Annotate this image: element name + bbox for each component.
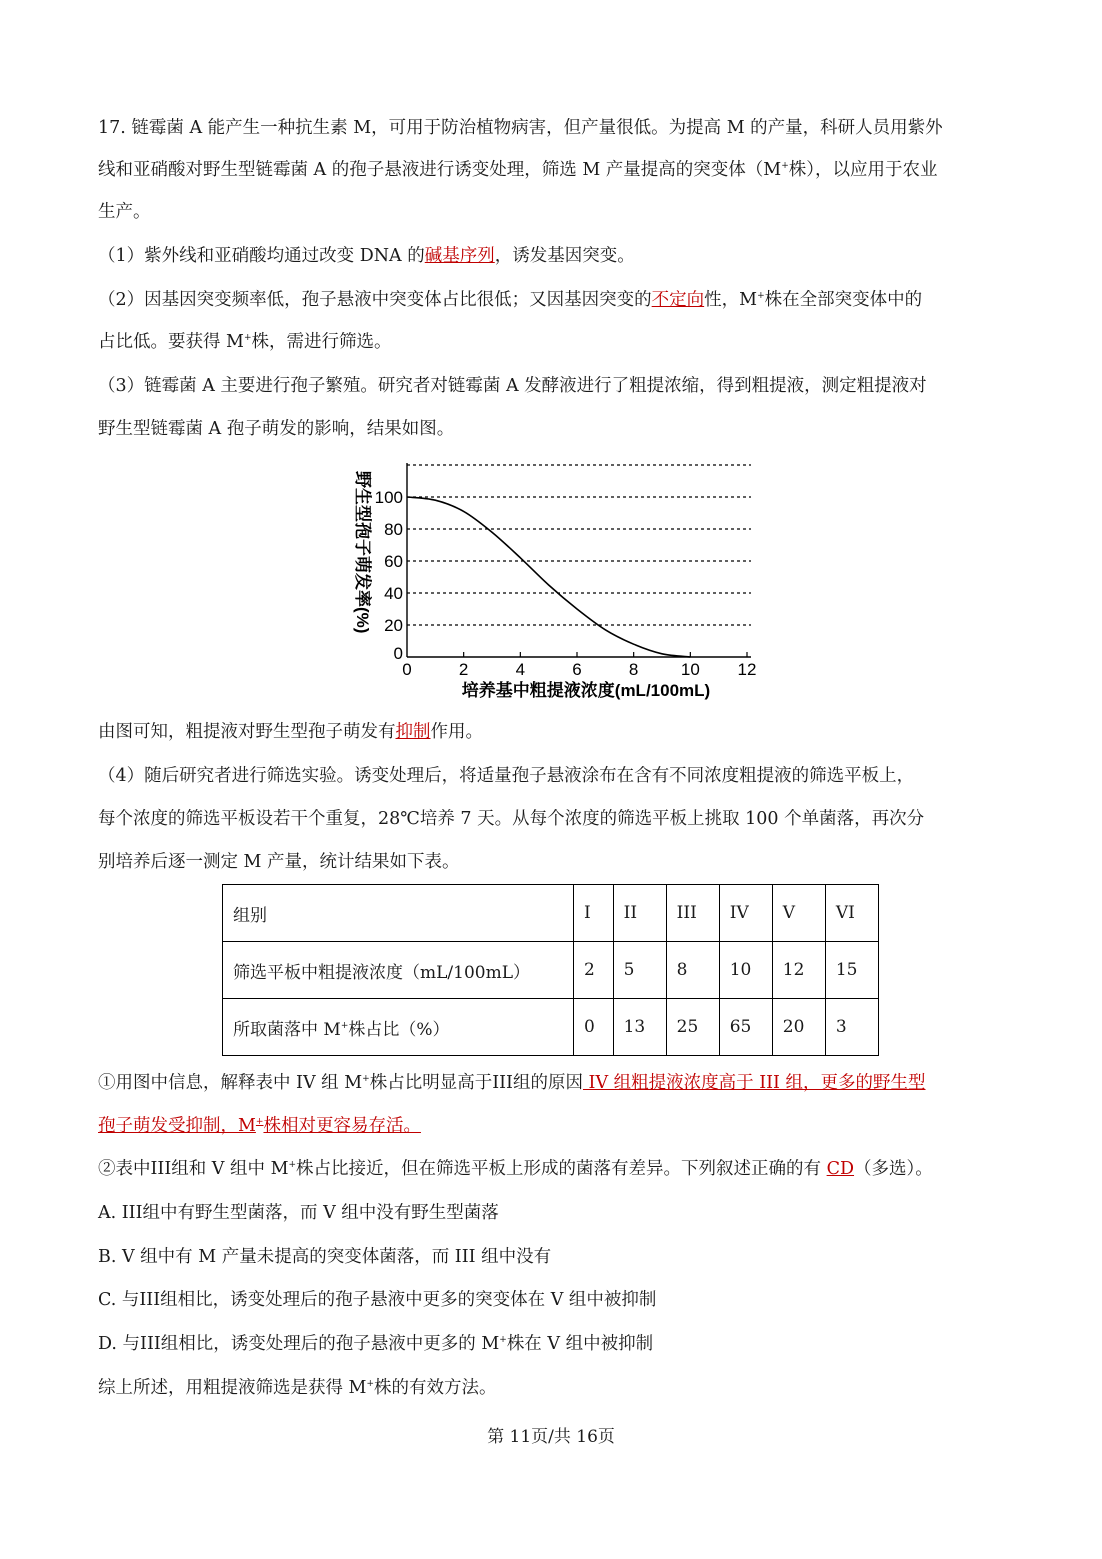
header-label: 组别	[223, 885, 574, 942]
part3-line2: 野生型链霉菌 A 孢子萌发的影响，结果如图。	[98, 419, 455, 439]
x-tick-label: 2	[458, 660, 469, 679]
option-b: B. V 组中有 M 产量未提高的突变体菌落，而 III 组中没有	[98, 1247, 552, 1267]
group-header: V	[772, 885, 825, 942]
group-header: III	[666, 885, 719, 942]
subquestion1-line2: 孢子萌发受抑制，M+株相对更容易存活。	[98, 1116, 421, 1136]
question-intro-line1: 17. 链霉菌 A 能产生一种抗生素 M，可用于防治植物病害，但产量很低。为提高 M 的产量，科研人员用紫外	[98, 118, 943, 138]
table-cell: 5	[613, 942, 666, 999]
y-tick-label: 40	[384, 584, 403, 603]
summary: 综上所述，用粗提液筛选是获得 M+株的有效方法。	[98, 1378, 497, 1398]
table-row	[223, 942, 879, 999]
part4-line3: 别培养后逐一测定 M 产量，统计结果如下表。	[98, 852, 460, 872]
table-cell: 12	[772, 942, 825, 999]
option-a: A. III组中有野生型菌落，而 V 组中没有野生型菌落	[98, 1203, 499, 1223]
table-cell: 3	[825, 999, 878, 1056]
y-tick-label: 100	[374, 488, 403, 507]
x-axis-label: 培养基中粗提液浓度(mL/100mL)	[461, 681, 711, 700]
option-c: C. 与III组相比，诱变处理后的孢子悬液中更多的突变体在 V 组中被抑制	[98, 1290, 657, 1310]
germination-chart	[340, 455, 760, 705]
part4-line2: 每个浓度的筛选平板设若干个重复，28℃培养 7 天。从每个浓度的筛选平板上挑取 100 个单菌落，再次分	[98, 809, 925, 829]
subquestion1-answer: IV 组粗提液浓度高于 III 组，更多的野生型	[582, 1073, 926, 1093]
table-cell: 0	[574, 999, 614, 1056]
x-tick-label: 8	[628, 660, 639, 679]
table-row	[223, 999, 879, 1056]
x-tick-label: 10	[680, 660, 700, 679]
y-tick-label: 80	[384, 520, 403, 539]
x-tick-label: 12	[737, 660, 757, 679]
x-tick-label: 6	[572, 660, 582, 679]
page-footer: 第 11页/共 16页	[487, 1427, 615, 1447]
part2-answer: 不定向	[651, 290, 705, 310]
subquestion1-line1: ①用图中信息，解释表中 IV 组 M+株占比明显高于III组的原因 IV 组粗提液浓度高于 III 组，更多的野生型	[98, 1073, 926, 1093]
subquestion2: ②表中III组和 V 组中 M+株占比接近，但在筛选平板上形成的菌落有差异。下列叙述正确的有 CD（多选）。	[98, 1159, 933, 1179]
table-cell: 25	[666, 999, 719, 1056]
table-cell: 2	[574, 942, 614, 999]
table-cell: 65	[719, 999, 772, 1056]
part2-line2: 占比低。要获得 M+株，需进行筛选。	[98, 332, 392, 352]
row-label-ratio: 所取菌落中 M+株占比（%）	[223, 999, 574, 1056]
table-cell: 8	[666, 942, 719, 999]
question-intro-line2: 线和亚硝酸对野生型链霉菌 A 的孢子悬液进行诱变处理，筛选 M 产量提高的突变体（M+株），以应用于农业	[98, 160, 938, 180]
table-row	[223, 885, 879, 942]
results-table	[222, 884, 879, 1056]
x-tick-label: 4	[515, 660, 526, 679]
y-axis-label: 野生型孢子萌发率(%)	[353, 471, 372, 634]
table-cell: 10	[719, 942, 772, 999]
group-header: I	[574, 885, 614, 942]
table-cell: 15	[825, 942, 878, 999]
group-header: II	[613, 885, 666, 942]
conclusion-answer: 抑制	[395, 722, 431, 742]
question-intro-line3: 生产。	[98, 202, 151, 222]
group-header: VI	[825, 885, 878, 942]
row-label-concentration: 筛选平板中粗提液浓度（mL/100mL）	[223, 942, 574, 999]
part4-line1: （4）随后研究者进行筛选实验。诱变处理后，将适量孢子悬液涂布在含有不同浓度粗提液的筛选平板上，	[98, 766, 915, 786]
option-d: D. 与III组相比，诱变处理后的孢子悬液中更多的 M+株在 V 组中被抑制	[98, 1334, 654, 1354]
y-tick-label: 0	[393, 644, 403, 663]
part1-answer: 碱基序列	[424, 246, 495, 266]
part2-line1: （2）因基因突变频率低，孢子悬液中突变体占比很低；又因基因突变的不定向性，M+株在全部突变体中的	[98, 290, 923, 310]
x-tick-label: 0	[402, 660, 412, 679]
y-tick-label: 60	[384, 552, 403, 571]
group-header: IV	[719, 885, 772, 942]
chart-conclusion: 由图可知，粗提液对野生型孢子萌发有抑制作用。	[98, 722, 483, 742]
table-cell: 13	[613, 999, 666, 1056]
table-cell: 20	[772, 999, 825, 1056]
subquestion2-answer: CD	[826, 1159, 855, 1179]
germination-curve	[407, 497, 690, 657]
part3-line1: （3）链霉菌 A 主要进行孢子繁殖。研究者对链霉菌 A 发酵液进行了粗提浓缩，得到粗提液，测定粗提液对	[98, 376, 927, 396]
part1: （1）紫外线和亚硝酸均通过改变 DNA 的碱基序列，诱发基因突变。	[98, 246, 635, 266]
y-tick-label: 20	[384, 616, 403, 635]
